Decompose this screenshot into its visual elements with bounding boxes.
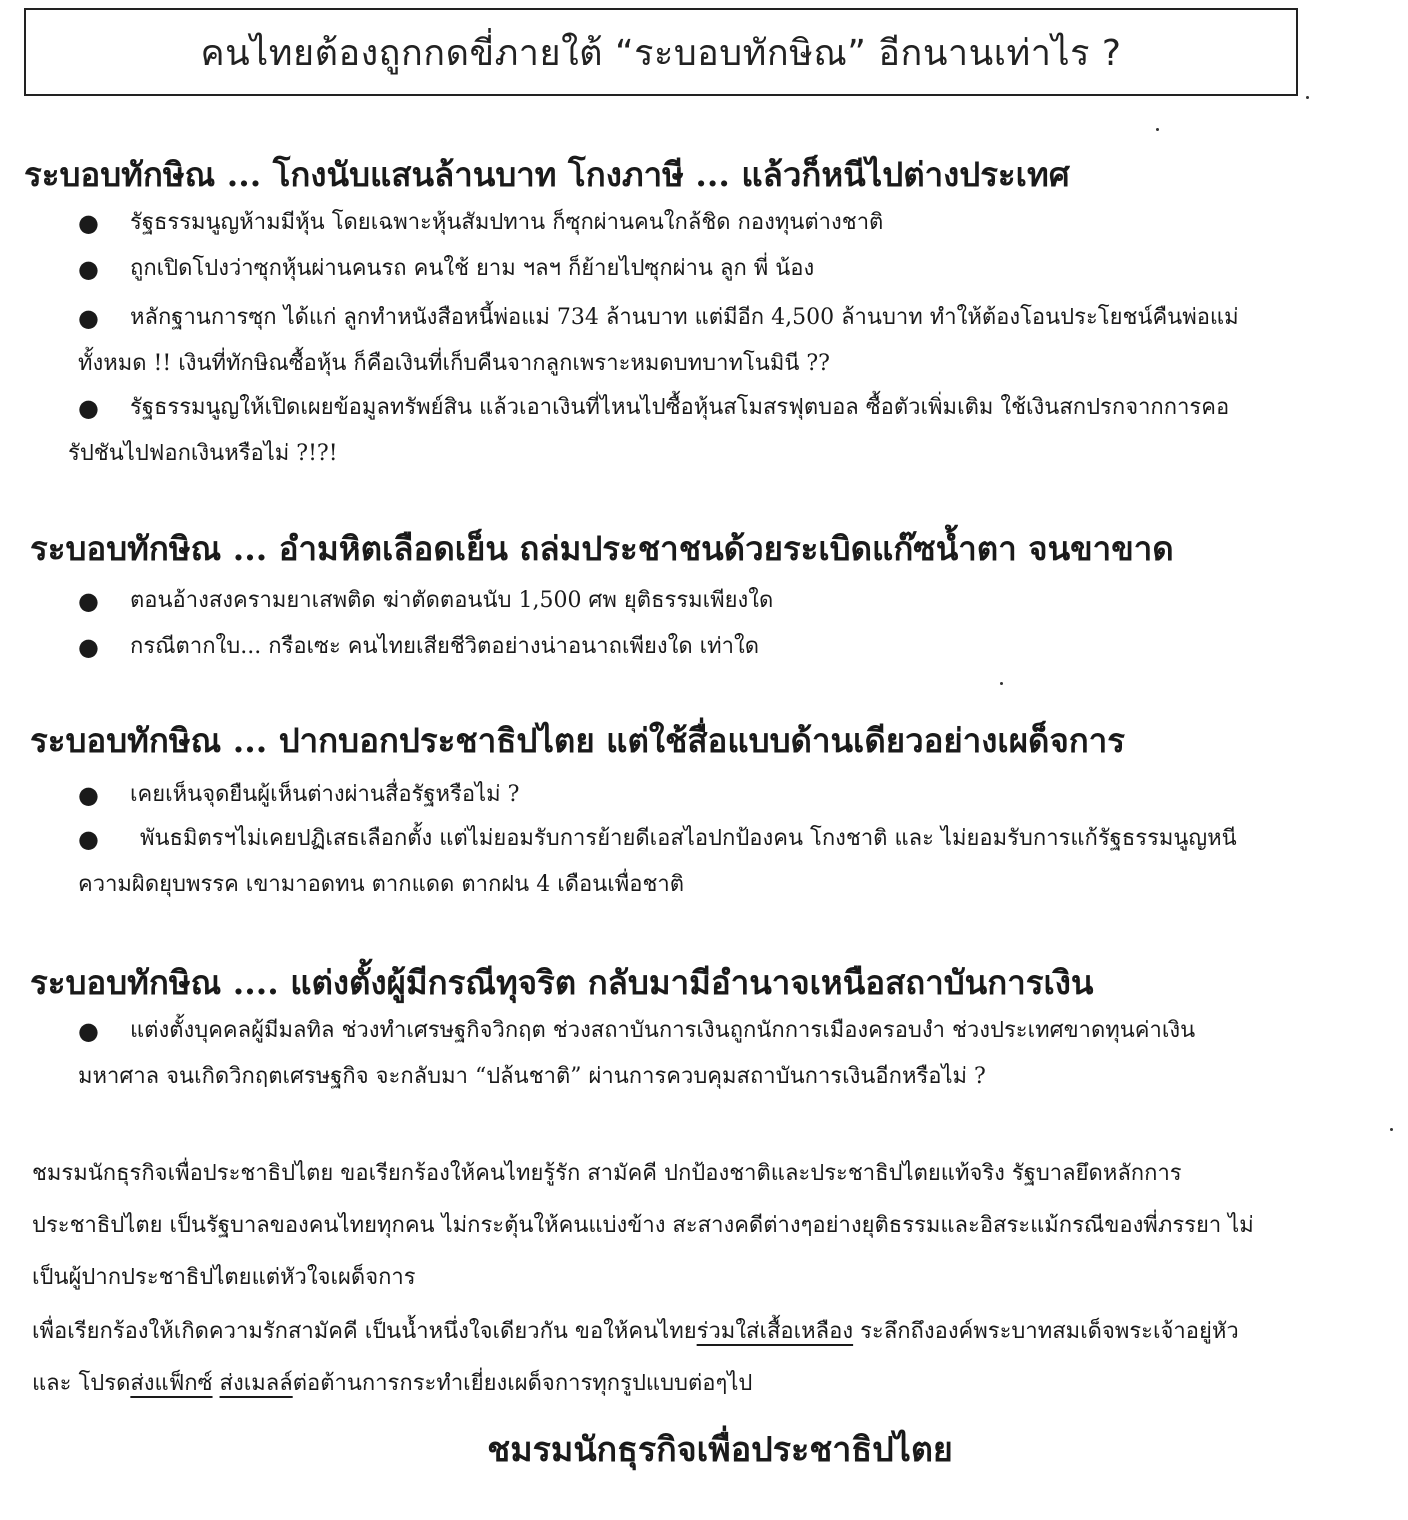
list-item: ● รัฐธรรมนูญให้เปิดเผยข้อมูลทรัพย์สิน แล้วเอาเงินที่ไหนไปซื้อหุ้นสโมสรฟุตบอล ซื้อตัวเพิ่มเติม ใช้เงินสกปรกจากการคอ รัปชันไปฟอกเงินหรือไม่ ?!?! bbox=[68, 385, 1398, 477]
bullet-icon: ● bbox=[78, 633, 99, 661]
page-title bbox=[24, 8, 1298, 96]
list-item: ● พันธมิตรฯไม่เคยปฏิเสธเลือกตั้ง แต่ไม่ยอมรับการย้ายดีเอสไอปกป้องคน โกงชาติ และ ไม่ยอมรับการแก้รัฐธรรมนูญหนี ความผิดยุบพรรค เขามาอดทน ตากแดด ตากฝน 4 เดือนเพื่อชาติ bbox=[78, 816, 1398, 908]
organization-signature: ชมรมนักธุรกิจเพื่อประชาธิปไตย bbox=[487, 1430, 953, 1470]
section-4-heading: ระบอบทักษิณ .... แต่งตั้งผู้มีกรณีทุจริต กลับมามีอำนาจเหนือสถาบันการเงิน bbox=[30, 963, 1094, 1002]
bullet-icon: ● bbox=[78, 209, 99, 237]
bullet-icon: ● bbox=[78, 781, 99, 809]
scan-speck bbox=[1306, 96, 1309, 99]
yellow-shirt-highlight: ร่วมใส่เสื้อเหลือง bbox=[696, 1319, 854, 1344]
list-item: ● แต่งตั้งบุคคลผู้มีมลทิล ช่วงทำเศรษฐกิจวิกฤต ช่วงสถาบันการเงินถูกนักการเมืองครอบงำ ช่วงประเทศขาดทุนค่าเงิน มหาศาล จนเกิดวิกฤตเศรษฐกิจ จะกลับมา “ปล้นชาติ” ผ่านการควบคุมสถาบันการเงินอีกหรือไม่ ? bbox=[78, 1008, 1398, 1100]
bullet-icon: ● bbox=[78, 255, 99, 283]
list-item: ● ถูกเปิดโปงว่าซุกหุ้นผ่านคนรถ คนใช้ ยาม ฯลฯ ก็ย้ายไปซุกผ่าน ลูก พี่ น้อง bbox=[78, 246, 1398, 292]
bullet-icon: ● bbox=[78, 1017, 99, 1045]
send-mail-highlight: ส่งเมลล์ bbox=[219, 1371, 293, 1396]
list-item: ● ตอนอ้างสงครามยาเสพติด ฆ่าตัดตอนนับ 1,500 ศพ ยุติธรรมเพียงใด bbox=[78, 578, 1398, 624]
section-1-heading: ระบอบทักษิณ ... โกงนับแสนล้านบาท โกงภาษี ... แล้วก็หนีไปต่างประเทศ bbox=[24, 155, 1070, 194]
scan-speck bbox=[1156, 128, 1159, 131]
appeal-paragraph: ชมรมนักธุรกิจเพื่อประชาธิปไตย ขอเรียกร้องให้คนไทยรู้รัก สามัคคี ปกป้องชาติและประชาธิปไตยแท้จริง รัฐบาลยึดหลักการ ประชาธิปไตย เป็นรัฐบาลของคนไทยทุกคน ไม่กระตุ้นให้คนแบ่งข้าง สะสางคดีต่างๆอย่างยุติธรรมและอิสระแม้กรณีของพี่ภรรยา ไม่ เป็นผู้ปากประชาธิปไตยแต่หัวใจเผด็จการ bbox=[32, 1161, 1254, 1290]
scan-speck bbox=[1000, 682, 1003, 685]
bullet-icon: ● bbox=[78, 304, 99, 332]
list-item: ● กรณีตากใบ... กรือเซะ คนไทยเสียชีวิตอย่างน่าอนาถเพียงใด เท่าใด bbox=[78, 624, 1398, 670]
section-2-heading: ระบอบทักษิณ ... อำมหิตเลือดเย็น ถล่มประชาชนด้วยระเบิดแก๊ซน้ำตา จนขาขาด bbox=[30, 529, 1174, 568]
list-item: ● เคยเห็นจุดยืนผู้เห็นต่างผ่านสื่อรัฐหรือไม่ ? bbox=[78, 772, 1398, 818]
bullet-icon: ● bbox=[78, 587, 99, 615]
bullet-icon: ● bbox=[78, 825, 99, 853]
call-to-action-paragraph: เพื่อเรียกร้องให้เกิดความรักสามัคคี เป็นน้ำหนึ่งใจเดียวกัน ขอให้คนไทยร่วมใส่เสื้อเหลือง ระลึกถึงองค์พระบาทสมเด็จพระเจ้าอยู่หัว และ โปรดส่งแฟ็กซ์ ส่งเมลล์ต่อต้านการกระทำเยี่ยงเผด็จการทุกรูปแบบต่อๆไป bbox=[32, 1319, 1239, 1396]
page-title-text: คนไทยต้องถูกกดขี่ภายใต้ “ระบอบทักษิณ” อีกนานเท่าไร ? bbox=[200, 32, 1122, 74]
bullet-icon: ● bbox=[78, 394, 99, 422]
list-item: ● รัฐธรรมนูญห้ามมีหุ้น โดยเฉพาะหุ้นสัมปทาน ก็ซุกผ่านคนใกล้ชิด กองทุนต่างชาติ bbox=[78, 200, 1398, 246]
send-fax-highlight: ส่งแฟ็กซ์ bbox=[130, 1371, 213, 1396]
section-3-heading: ระบอบทักษิณ ... ปากบอกประชาธิปไตย แต่ใช้สื่อแบบด้านเดียวอย่างเผด็จการ bbox=[30, 721, 1126, 760]
scan-speck bbox=[1390, 1128, 1393, 1131]
list-item: ● หลักฐานการซุก ได้แก่ ลูกทำหนังสือหนี้พ่อแม่ 734 ล้านบาท แต่มีอีก 4,500 ล้านบาท ทำให้ต้องโอนประโยชน์คืนพ่อแม่ ทั้งหมด !! เงินที่ทักษิณซื้อหุ้น ก็คือเงินที่เก็บคืนจากลูกเพราะหมดบทบาทโนมินี ?? bbox=[78, 295, 1398, 387]
